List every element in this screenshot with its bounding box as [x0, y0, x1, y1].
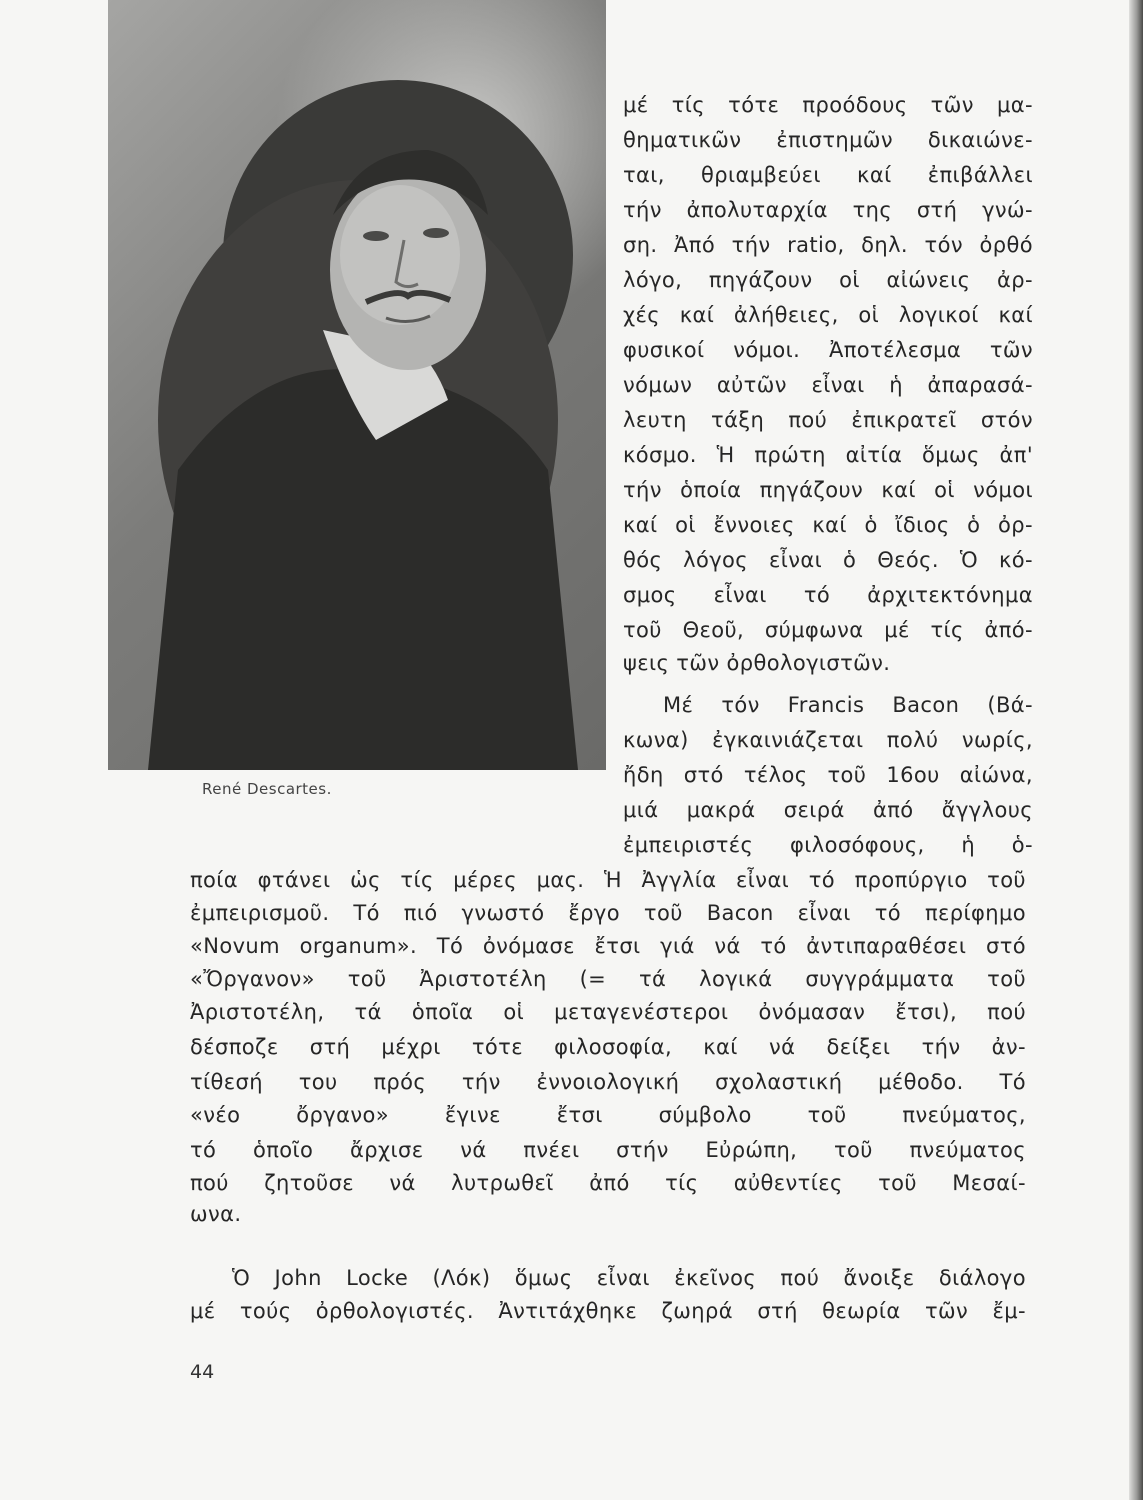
portrait-caption: René Descartes. — [202, 780, 332, 798]
text-line: τό ὁποῖο ἄρχισε νά πνέει στήν Εὐρώπη, τοῦ πνεύματος — [190, 1138, 1026, 1162]
text-line: δέσποζε στή μέχρι τότε φιλοσοφία, καί νά δείξει τήν ἀν- — [190, 1035, 1026, 1059]
text-line: ση. Ἀπό τήν ratio, δηλ. τόν ὀρθό — [623, 233, 1033, 257]
text-line: ψεις τῶν ὀρθολογιστῶν. — [623, 651, 891, 675]
text-line: «Novum organum». Τό ὀνόμασε ἔτσι γιά νά τό ἀντιπαραθέσει στό — [190, 934, 1026, 958]
text-line: σμος εἶναι τό ἀρχιτεκτόνημα — [623, 583, 1033, 607]
text-line: ἐμπειριστές φιλοσόφους, ἡ ὁ- — [623, 833, 1033, 857]
text-line: ἤδη στό τέλος τοῦ 16ου αἰώνα, — [623, 763, 1033, 787]
text-line: τήν ἀπολυταρχία της στή γνώ- — [623, 198, 1033, 222]
text-line: πού ζητοῦσε νά λυτρωθεῖ ἀπό τίς αὐθεντίες τοῦ Μεσαί- — [190, 1171, 1026, 1195]
text-line: ἐμπειρισμοῦ. Τό πιό γνωστό ἔργο τοῦ Bacon εἶναι τό περίφημο — [190, 901, 1026, 925]
text-line: μιά μακρά σειρά ἀπό ἄγγλους — [623, 798, 1033, 822]
text-line: καί οἱ ἔννοιες καί ὁ ἴδιος ὁ ὀρ- — [623, 513, 1033, 537]
text-line: φυσικοί νόμοι. Ἀποτέλεσμα τῶν — [623, 338, 1033, 362]
text-line: μέ τίς τότε προόδους τῶν μα- — [623, 93, 1033, 117]
text-line: μέ τούς ὀρθολογιστές. Ἀντιτάχθηκε ζωηρά στή θεωρία τῶν ἔμ- — [190, 1299, 1026, 1323]
text-line: θηματικῶν ἐπιστημῶν δικαιώνε- — [623, 128, 1033, 152]
page-number: 44 — [190, 1361, 215, 1383]
text-line: κόσμο. Ἡ πρώτη αἰτία ὅμως ἀπ' — [623, 443, 1033, 467]
text-line: τοῦ Θεοῦ, σύμφωνα μέ τίς ἀπό- — [623, 618, 1033, 642]
text-line: ποία φτάνει ὡς τίς μέρες μας. Ἡ Ἀγγλία εἶναι τό προπύργιο τοῦ — [190, 868, 1026, 892]
text-line: λόγο, πηγάζουν οἱ αἰώνεις ἀρ- — [623, 268, 1033, 292]
text-line: θός λόγος εἶναι ὁ Θεός. Ὁ κό- — [623, 548, 1033, 572]
text-line: Ὁ John Locke (Λόκ) ὅμως εἶναι ἐκεῖνος πού ἄνοιξε διάλογο — [232, 1266, 1026, 1290]
page-edge-shadow — [1129, 0, 1143, 1500]
text-line: ωνα. — [190, 1202, 242, 1226]
text-line: λευτη τάξη πού ἐπικρατεῖ στόν — [623, 408, 1033, 432]
text-line: κωνα) ἐγκαινιάζεται πολύ νωρίς, — [623, 728, 1033, 752]
text-line: «νέο ὄργανο» ἔγινε ἔτσι σύμβολο τοῦ πνεύματος, — [190, 1103, 1026, 1127]
text-line: τίθεσή του πρός τήν ἐννοιολογική σχολαστική μέθοδο. Τό — [190, 1070, 1026, 1094]
text-line: Μέ τόν Francis Bacon (Βά- — [663, 693, 1033, 717]
text-line: νόμων αὐτῶν εἶναι ἡ ἀπαρασά- — [623, 373, 1033, 397]
text-line: τήν ὁποία πηγάζουν καί οἱ νόμοι — [623, 478, 1033, 502]
descartes-portrait — [108, 0, 606, 770]
text-line: Ἀριστοτέλη, τά ὁποῖα οἱ μεταγενέστεροι ὀνόμασαν ἔτσι), πού — [190, 1000, 1026, 1024]
text-line: ται, θριαμβεύει καί ἐπιβάλλει — [623, 163, 1033, 187]
text-line: χές καί ἀλήθειες, οἱ λογικοί καί — [623, 303, 1033, 327]
text-line: «Ὄργανον» τοῦ Ἀριστοτέλη (= τά λογικά συγγράμματα τοῦ — [190, 967, 1026, 991]
